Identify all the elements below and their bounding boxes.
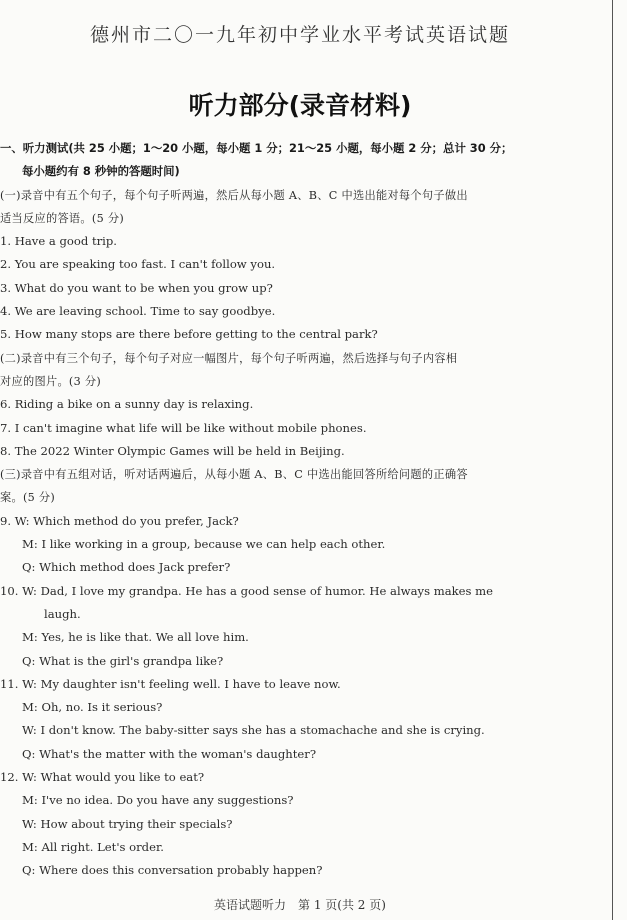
dialog-line: M: Yes, he is like that. We all love him. xyxy=(22,630,249,645)
part2-intro: (二)录音中有三个句子，每个句子对应一幅图片，每个句子听两遍，然后选择与句子内容相 xyxy=(0,351,458,365)
part1-intro-cont: 适当反应的答语。(5 分) xyxy=(0,211,124,225)
sentence-item: 2. You are speaking too fast. I can't follow you. xyxy=(0,257,276,272)
listening-content xyxy=(0,137,600,883)
page-footer: 英语试题听力 第 1 页(共 2 页) xyxy=(214,898,386,912)
dialog-line: W: I don't know. The baby-sitter says she has a stomachache and she is crying. xyxy=(22,723,485,738)
sentence-item: 5. How many stops are there before getting to the central park? xyxy=(0,327,378,342)
sentence-item: 4. We are leaving school. Time to say goodbye. xyxy=(0,304,276,319)
dialog-question: Q: Which method does Jack prefer? xyxy=(22,560,231,575)
section-title: 听力部分(录音材料) xyxy=(188,91,412,120)
part1-intro: (一)录音中有五个句子，每个句子听两遍，然后从每小题 A、B、C 中选出能对每个句子做出 xyxy=(0,188,468,202)
part3-intro: (三)录音中有五组对话，听对话两遍后，从每小题 A、B、C 中选出能回答所给问题的正确答 xyxy=(0,468,468,482)
dialog-question: Q: What's the matter with the woman's daughter? xyxy=(22,746,317,761)
dialog-line: W: How about trying their specials? xyxy=(22,816,233,831)
sentence-item: 6. Riding a bike on a sunny day is relaxing. xyxy=(0,397,254,412)
dialog-line-cont: laugh. xyxy=(44,606,81,621)
part3-intro-cont: 案。(5 分) xyxy=(0,491,56,505)
exam-title: 德州市二〇一九年初中学业水平考试英语试题 xyxy=(89,24,510,46)
dialog-line: 12. W: What would you like to eat? xyxy=(0,770,205,785)
dialog-line: M: I've no idea. Do you have any suggestions? xyxy=(22,793,294,808)
dialog-question: Q: Where does this conversation probably happen? xyxy=(22,863,323,878)
sentence-item: 7. I can't imagine what life will be like without mobile phones. xyxy=(0,420,367,435)
part2-intro-cont: 对应的图片。(3 分) xyxy=(0,374,102,388)
dialog-question: Q: What is the girl's grandpa like? xyxy=(22,653,224,668)
instructions-line-2: 每小题约有 8 秒钟的答题时间) xyxy=(22,164,180,179)
dialog-line: 11. W: My daughter isn't feeling well. I have to leave now. xyxy=(0,676,341,691)
dialog-line: M: All right. Let's order. xyxy=(22,839,164,854)
instructions-line-1: 一、听力测试(共 25 小题；1～20 小题，每小题 1 分；21～25 小题，每小题 2 分；总计 30 分； xyxy=(0,141,513,155)
dialog-line: M: I like working in a group, because we can help each other. xyxy=(22,537,386,552)
dialog-line: M: Oh, no. Is it serious? xyxy=(22,700,163,715)
sentence-item: 8. The 2022 Winter Olympic Games will be held in Beijing. xyxy=(0,443,345,458)
dialog-line: 10. W: Dad, I love my grandpa. He has a good sense of humor. He always makes me xyxy=(0,583,493,598)
sentence-item: 1. Have a good trip. xyxy=(0,234,117,249)
page-edge-rule xyxy=(612,0,613,920)
sentence-item: 3. What do you want to be when you grow up? xyxy=(0,280,273,295)
dialog-line: 9. W: Which method do you prefer, Jack? xyxy=(0,513,239,528)
